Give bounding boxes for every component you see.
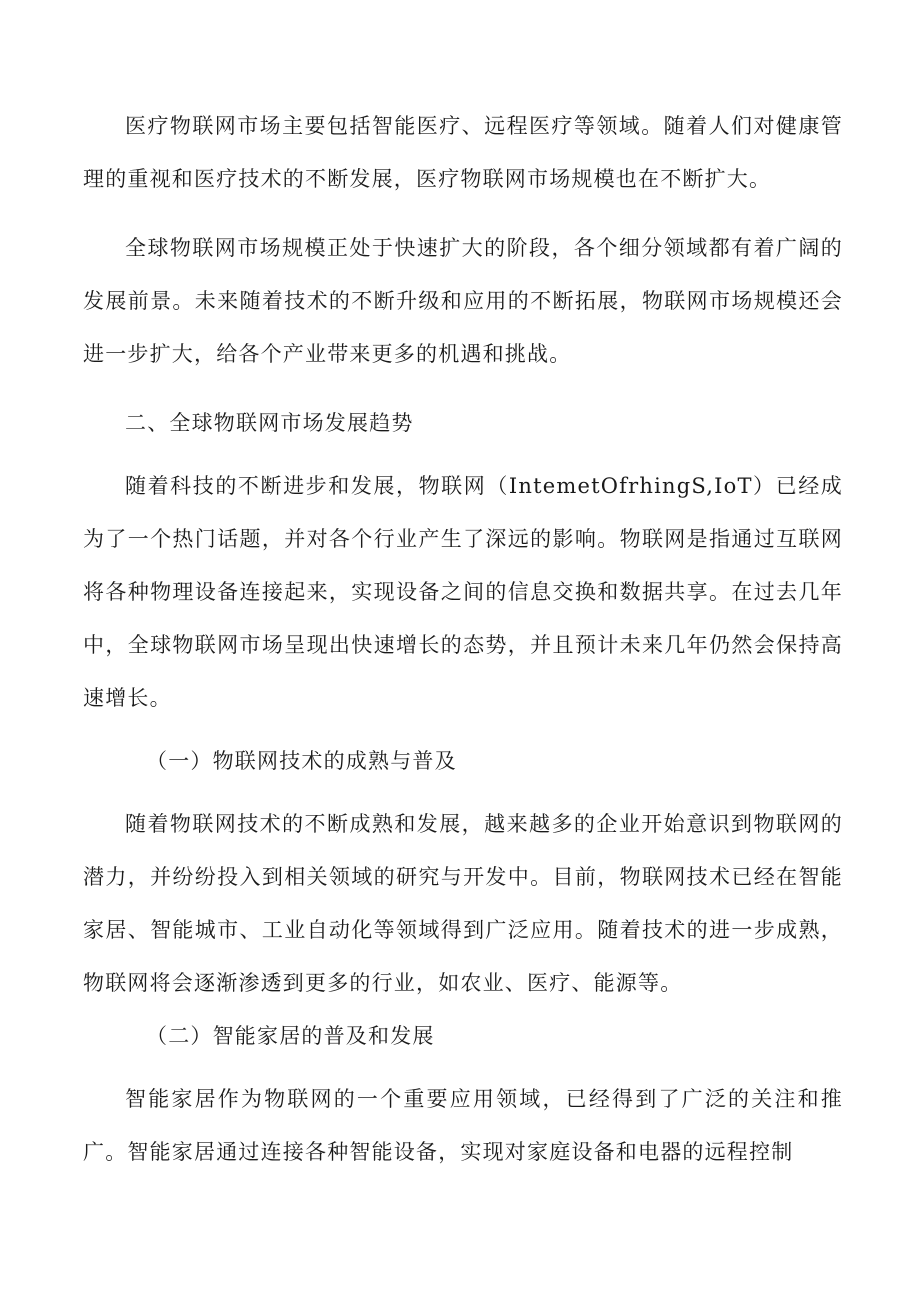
paragraph-medical-iot: 医疗物联网市场主要包括智能医疗、远程医疗等领域。随着人们对健康管理的重视和医疗技术的不断发展，医疗物联网市场规模也在不断扩大。 — [83, 114, 843, 191]
section-heading-global-trends: 二、全球物联网市场发展趋势 — [125, 411, 414, 435]
spacer — [83, 206, 843, 222]
subsection-heading-tech-maturity: （一）物联网技术的成熟与普及 — [146, 749, 457, 773]
spacer — [83, 381, 843, 397]
document-body — [83, 100, 843, 1179]
spacer — [83, 1063, 843, 1073]
spacer — [83, 450, 843, 460]
paragraph-smart-home: 智能家居作为物联网的一个重要应用领域，已经得到了广泛的关注和推广。智能家居通过连接各种智能设备，实现对家庭设备和电器的远程控制 — [83, 1087, 843, 1164]
paragraph-iot-introduction: 随着科技的不断进步和发展，物联网（IntemetOfrhingS,IoT）已经成为了一个热门话题，并对各个行业产生了深远的影响。物联网是指通过互联网将各种物理设备连接起来，实现设备之间的信息交换和数据共享。在过去几年中，全球物联网市场呈现出快速增长的态势，并且预计未来几年仍然会保持高速增长。 — [83, 474, 843, 710]
spacer — [83, 725, 843, 735]
paragraph-global-market-scale: 全球物联网市场规模正处于快速扩大的阶段，各个细分领域都有着广阔的发展前景。未来随着技术的不断升级和应用的不断拓展，物联网市场规模还会进一步扩大，给各个产业带来更多的机遇和挑战。 — [83, 236, 843, 366]
subsection-heading-smart-home: （二）智能家居的普及和发展 — [146, 1024, 435, 1048]
spacer — [83, 788, 843, 798]
paragraph-tech-maturity: 随着物联网技术的不断成熟和发展，越来越多的企业开始意识到物联网的潜力，并纷纷投入到相关领域的研究与开发中。目前，物联网技术已经在智能家居、智能城市、工业自动化等领域得到广泛应用。随着技术的进一步成熟，物联网将会逐渐渗透到更多的行业，如农业、医疗、能源等。 — [83, 812, 843, 995]
